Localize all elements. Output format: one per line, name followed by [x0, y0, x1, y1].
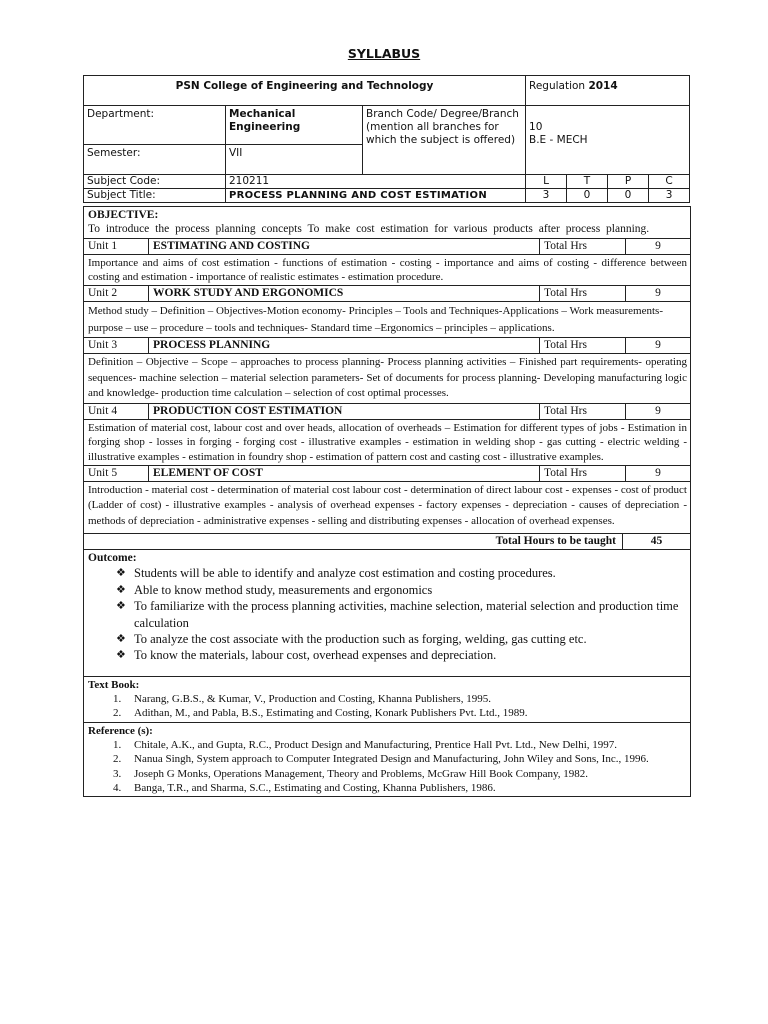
subject-code-label: Subject Code: — [84, 175, 226, 189]
ltpc-header-c: C — [649, 175, 690, 189]
outcome-item — [116, 631, 687, 647]
unit-hrs-label: Total Hrs — [540, 404, 626, 419]
unit-3-header — [84, 338, 690, 354]
total-hours-row — [84, 534, 690, 550]
unit-hrs-label: Total Hrs — [540, 466, 626, 481]
textbook-item: 1. Narang, G.B.S., & Kumar, V., Production and Costing, Khanna Publishers, 1995. — [124, 692, 687, 706]
unit-label: Unit 5 — [84, 466, 149, 481]
unit-title: PRODUCTION COST ESTIMATION — [149, 404, 540, 419]
unit-hrs-value: 9 — [655, 339, 661, 352]
branch-code: 10 — [529, 121, 543, 133]
outcome-text: Able to know method study, measurements and ergonomics — [134, 582, 433, 597]
regulation-label: Regulation — [529, 80, 586, 92]
unit-hrs-label: Total Hrs — [540, 239, 626, 254]
textbook-section — [84, 677, 690, 723]
ltpc-value-c: 3 — [649, 189, 690, 203]
unit-hrs-value: 9 — [655, 239, 661, 252]
branch-label: Branch Code/ Degree/Branch (mention all branches for which the subject is offered) — [363, 106, 526, 175]
ltpc-header-l: L — [526, 175, 567, 189]
ltpc-value-p: 0 — [608, 189, 649, 203]
branch-value-cell — [526, 106, 690, 175]
outcome-section — [84, 550, 690, 677]
unit-1-content: Importance and aims of cost estimation - functions of estimation - costing - importance and aims of costing - difference between costing and estimation - importance of realistic estimates - estimation procedure. — [84, 255, 690, 287]
textbook-list — [88, 692, 687, 721]
unit-title: ESTIMATING AND COSTING — [149, 239, 540, 254]
diamond-bullet-icon: ❖ — [116, 633, 126, 645]
unit-4-header — [84, 404, 690, 420]
unit-label: Unit 2 — [84, 286, 149, 301]
unit-label: Unit 4 — [84, 404, 149, 419]
unit-title: ELEMENT OF COST — [149, 466, 540, 481]
unit-4-content: Estimation of material cost, labour cost and over heads, allocation of overheads – Estimation for different types of jobs - Estimation in forging shop - losses in forging - forging cost - illustrative examples - estimation in welding shop - gas cutting - electric welding - illustrative examples - estimation in foundry shop - estimation of pattern cost and casting cost - illustrative examples. — [84, 420, 690, 467]
reference-heading: Reference (s): — [88, 724, 153, 737]
syllabus-body — [83, 206, 691, 797]
unit-2-header — [84, 286, 690, 302]
reference-item: 2. Nanua Singh, System approach to Computer Integrated Design and Manufacturing, John Wiley and Sons, Inc., 1996. — [124, 752, 687, 766]
semester-value: VII — [226, 145, 363, 175]
subject-title-value: PROCESS PLANNING AND COST ESTIMATION — [226, 189, 526, 203]
diamond-bullet-icon: ❖ — [116, 649, 126, 662]
outcome-item — [116, 582, 687, 598]
unit-1-header — [84, 239, 690, 255]
unit-label: Unit 3 — [84, 338, 149, 353]
unit-hrs-value: 9 — [655, 467, 661, 480]
unit-title: PROCESS PLANNING — [149, 338, 540, 353]
subject-title-label: Subject Title: — [84, 189, 226, 203]
unit-hrs-label: Total Hrs — [540, 286, 626, 301]
regulation-value: 2014 — [588, 80, 618, 92]
outcome-text: To know the materials, labour cost, overhead expenses and depreciation. — [134, 648, 497, 663]
outcome-item — [116, 647, 687, 663]
total-hours-value: 45 — [622, 534, 690, 549]
total-hours-label: Total Hours to be taught — [495, 535, 616, 548]
reference-item: 3. Joseph G Monks, Operations Management, Theory and Problems, McGraw Hill Book Company, 1982. — [124, 767, 687, 781]
branch-name: B.E - MECH — [529, 134, 588, 146]
department-label: Department: — [84, 106, 226, 145]
diamond-bullet-icon: ❖ — [116, 600, 126, 613]
unit-label: Unit 1 — [84, 239, 149, 254]
ltpc-header-p: P — [608, 175, 649, 189]
unit-hrs-value: 9 — [655, 404, 661, 417]
unit-3-content: Definition – Objective – Scope – approaches to process planning- Process planning activities – Finished part requirements- operating sequences- machine selection – material selection parameters- Set of documents for process planning- Developing manufacturing logic and knowledge- production time calculation – selection of cost optimal processes. — [84, 354, 690, 404]
outcome-item — [116, 565, 687, 581]
objective-section — [84, 207, 690, 239]
semester-label: Semester: — [84, 145, 226, 175]
outcome-item — [116, 598, 687, 631]
regulation-cell — [526, 76, 690, 106]
objective-text: To introduce the process planning concepts To make cost estimation for various products after process planning. — [88, 223, 650, 236]
syllabus-header-table — [83, 75, 690, 203]
diamond-bullet-icon: ❖ — [116, 583, 126, 596]
ltpc-header-t: T — [567, 175, 608, 189]
college-name: PSN College of Engineering and Technology — [84, 76, 526, 106]
reference-item: 4. Banga, T.R., and Sharma, S.C., Estimating and Costing, Khanna Publishers, 1986. — [124, 781, 687, 795]
textbook-heading: Text Book: — [88, 678, 140, 691]
outcome-text: To analyze the cost associate with the production such as forging, welding, gas cutting etc. — [134, 632, 587, 646]
outcome-text: Students will be able to identify and analyze cost estimation and costing procedures. — [134, 566, 556, 581]
unit-5-content: Introduction - material cost - determination of material cost labour cost - determination of direct labour cost - expenses - cost of product (Ladder of cost) - illustrative examples - analysis of overhead expenses - factory expenses - depreciation - causes of depreciation - methods of depreciation - administrative expenses - selling and distributing expenses - allocation of overhead expenses. — [84, 482, 690, 534]
unit-2-content: Method study – Definition – Objectives-Motion economy- Principles – Tools and Techniques-Applications – Work measurements- purpose – use – procedure – tools and techniques- Standard time –Ergonomics – principles – applications. — [84, 302, 690, 338]
reference-item: 1. Chitale, A.K., and Gupta, R.C., Product Design and Manufacturing, Prentice Hall Pvt. Ltd., New Delhi, 1997. — [124, 738, 687, 752]
ltpc-value-t: 0 — [567, 189, 608, 203]
objective-heading: OBJECTIVE: — [88, 209, 159, 221]
department-value: Mechanical Engineering — [226, 106, 363, 145]
outcome-heading: Outcome: — [88, 552, 137, 565]
unit-5-header — [84, 466, 690, 482]
textbook-item: 2. Adithan, M., and Pabla, B.S., Estimating and Costing, Konark Publishers Pvt. Ltd., 1989. — [124, 706, 687, 720]
outcome-list — [88, 565, 687, 663]
unit-hrs-label: Total Hrs — [540, 338, 626, 353]
subject-code-value: 210211 — [226, 175, 526, 189]
reference-section — [84, 723, 690, 796]
reference-list — [88, 738, 687, 795]
ltpc-value-l: 3 — [526, 189, 567, 203]
unit-title: WORK STUDY AND ERGONOMICS — [149, 286, 540, 301]
outcome-text: To familiarize with the process planning activities, machine selection, material selection and production time calculation — [134, 599, 679, 630]
page-title: SYLLABUS — [347, 46, 421, 61]
diamond-bullet-icon: ❖ — [116, 567, 126, 580]
unit-hrs-value: 9 — [655, 287, 661, 300]
